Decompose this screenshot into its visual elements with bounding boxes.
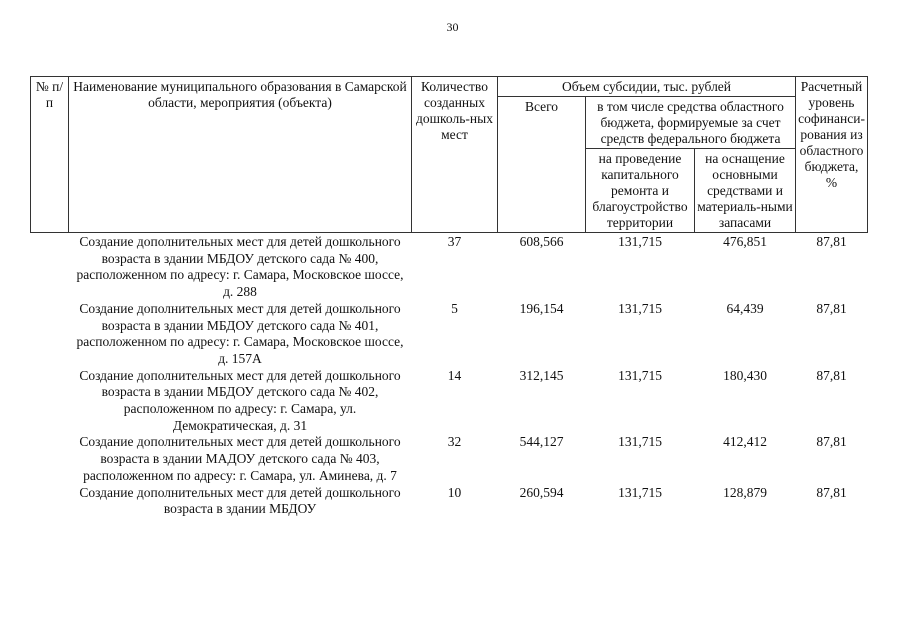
table-row <box>31 368 868 435</box>
header-equipment: на оснащение основными средствами и материаль-ными запасами <box>695 149 796 233</box>
header-name: Наименование муниципального образования в Самарской области, мероприятия (объекта) <box>69 77 412 233</box>
row-repair: 131,715 <box>618 234 662 249</box>
header-subsidy-group: Объем субсидии, тыс. рублей <box>498 77 796 97</box>
page-number: 30 <box>446 20 459 34</box>
table-row <box>31 485 868 518</box>
row-name: Создание дополнительных мест для детей дошкольного возраста в здании МБДОУ детского сада № 400, расположенном по адресу: г. Самара, Московское шоссе, д. 288 <box>76 234 404 300</box>
header-places: Количество созданных дошколь-ных мест <box>412 77 498 233</box>
row-repair: 131,715 <box>618 367 662 383</box>
header-total: Всего <box>498 97 586 233</box>
header-number: № п/п <box>31 77 69 233</box>
row-places: 5 <box>451 300 458 316</box>
table-row <box>31 233 868 301</box>
row-rate: 87,81 <box>816 234 847 249</box>
row-total: 544,127 <box>519 434 564 450</box>
row-equipment: 476,851 <box>723 234 767 249</box>
row-total: 260,594 <box>519 484 564 500</box>
row-name: Создание дополнительных мест для детей дошкольного возраста в здании МБДОУ детского сада № 402, расположенном по адресу: г. Самара, ул. Демократическая, д. 31 <box>79 367 401 433</box>
row-total: 608,566 <box>519 234 564 249</box>
table-row <box>31 434 868 484</box>
row-rate: 87,81 <box>816 484 847 500</box>
row-total: 196,154 <box>519 300 564 316</box>
row-name: Создание дополнительных мест для детей дошкольного возраста в здании МАДОУ детского сада № 403, расположенном по адресу: г. Самара, ул. Аминева, д. 7 <box>79 434 401 483</box>
table-header <box>31 77 868 233</box>
row-places: 14 <box>447 367 462 383</box>
row-equipment: 180,430 <box>723 367 767 383</box>
row-name: Создание дополнительных мест для детей дошкольного возраста в здании МБДОУ <box>79 484 401 517</box>
row-rate: 87,81 <box>816 434 847 450</box>
table-row <box>31 301 868 368</box>
header-cofinancing: Расчетный уровень софинанси-рования из областного бюджета, % <box>796 77 868 233</box>
row-places: 10 <box>447 484 462 500</box>
header-repair: на проведение капитального ремонта и благоустройство территории <box>586 149 695 233</box>
row-places: 37 <box>447 234 462 249</box>
row-total: 312,145 <box>519 367 564 383</box>
row-equipment: 412,412 <box>723 434 767 450</box>
row-equipment: 64,439 <box>726 300 764 316</box>
row-repair: 131,715 <box>618 300 662 316</box>
row-rate: 87,81 <box>816 367 847 383</box>
row-repair: 131,715 <box>618 484 662 500</box>
row-rate: 87,81 <box>816 300 847 316</box>
header-federal-group: в том числе средства областного бюджета, формируемые за счет средств федерального бюджета <box>586 97 796 149</box>
row-name: Создание дополнительных мест для детей дошкольного возраста в здании МБДОУ детского сада № 401, расположенном по адресу: г. Самара, Московское шоссе, д. 157А <box>76 300 404 366</box>
row-repair: 131,715 <box>618 434 662 450</box>
row-equipment: 128,879 <box>723 484 767 500</box>
subsidy-table <box>30 76 868 518</box>
row-places: 32 <box>447 434 462 450</box>
